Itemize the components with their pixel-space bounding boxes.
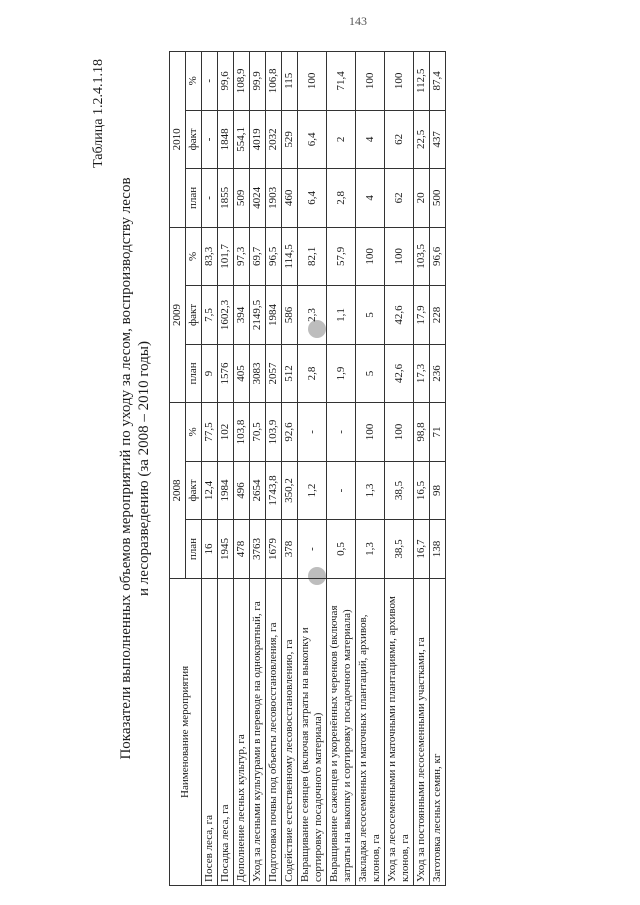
value-cell: 0,5	[327, 520, 356, 579]
value-cell: 103,9	[266, 403, 282, 462]
value-cell: 350,2	[282, 461, 298, 520]
value-cell: 460	[282, 169, 298, 228]
table-row	[234, 52, 250, 886]
value-cell: 101,7	[218, 227, 234, 286]
value-cell: -	[202, 52, 218, 111]
value-cell: 1945	[218, 520, 234, 579]
value-cell: 5	[356, 344, 385, 403]
value-cell: -	[327, 403, 356, 462]
table-body	[202, 52, 446, 886]
value-cell: 529	[282, 110, 298, 169]
value-cell: 62	[385, 169, 414, 228]
value-cell: 2032	[266, 110, 282, 169]
value-cell: 2149,5	[250, 286, 266, 345]
table-row	[218, 52, 234, 886]
value-cell: 99,9	[250, 52, 266, 111]
value-cell: 2,8	[298, 344, 327, 403]
value-cell: 100	[356, 52, 385, 111]
value-cell: 17,9	[414, 286, 430, 345]
value-cell: 108,9	[234, 52, 250, 111]
value-cell: 1576	[218, 344, 234, 403]
value-cell: 100	[298, 52, 327, 111]
value-cell: 1,3	[356, 520, 385, 579]
table-row	[250, 52, 266, 886]
table-row	[356, 52, 385, 886]
value-cell: 1,1	[327, 286, 356, 345]
value-cell: 100	[385, 403, 414, 462]
page-number: 143	[349, 14, 367, 28]
header-year: 2008	[170, 403, 186, 579]
header-sub: %	[186, 52, 202, 111]
value-cell: 83,3	[202, 227, 218, 286]
value-cell: 378	[282, 520, 298, 579]
value-cell: 82,1	[298, 227, 327, 286]
header-year: 2009	[170, 227, 186, 403]
header-sub: %	[186, 403, 202, 462]
header-name: Наименование мероприятия	[170, 578, 202, 885]
value-cell: 7,5	[202, 286, 218, 345]
value-cell: 1743,8	[266, 461, 282, 520]
value-cell: 2057	[266, 344, 282, 403]
value-cell: 97,3	[234, 227, 250, 286]
value-cell: 6,4	[298, 110, 327, 169]
row-name: Выращивание саженцев и укоренённых черенков (включая затраты на выкопку и сортировку посадочного материала)	[327, 578, 356, 885]
value-cell: 71,4	[327, 52, 356, 111]
value-cell: 1,2	[298, 461, 327, 520]
value-cell: 77,5	[202, 403, 218, 462]
value-cell: 112,5	[414, 52, 430, 111]
value-cell: -	[202, 110, 218, 169]
rotated-table-sheet	[85, 51, 615, 886]
value-cell: 496	[234, 461, 250, 520]
value-cell: 2654	[250, 461, 266, 520]
table-row	[282, 52, 298, 886]
value-cell: -	[327, 461, 356, 520]
header-year: 2010	[170, 52, 186, 228]
value-cell: 22,5	[414, 110, 430, 169]
row-name: Содействие естественному лесовосстановлению, га	[282, 578, 298, 885]
value-cell: 9	[202, 344, 218, 403]
value-cell: 554,1	[234, 110, 250, 169]
value-cell: 38,5	[385, 520, 414, 579]
table-row	[327, 52, 356, 886]
value-cell: 1984	[218, 461, 234, 520]
value-cell: 96,5	[266, 227, 282, 286]
value-cell: 500	[430, 169, 446, 228]
value-cell: 69,7	[250, 227, 266, 286]
value-cell: 92,6	[282, 403, 298, 462]
data-table	[169, 51, 446, 886]
value-cell: 2,3	[298, 286, 327, 345]
value-cell: 62	[385, 110, 414, 169]
header-sub: план	[186, 169, 202, 228]
table-caption: Таблица 1.2.4.1.18	[91, 59, 106, 168]
value-cell: 512	[282, 344, 298, 403]
row-name: Подготовка почвы под объекты лесовосстановления, га	[266, 578, 282, 885]
value-cell: 4	[356, 169, 385, 228]
value-cell: 71	[430, 403, 446, 462]
table-title	[117, 51, 153, 886]
value-cell: 3083	[250, 344, 266, 403]
value-cell: 106,8	[266, 52, 282, 111]
row-name: Заготовка лесных семян, кг	[430, 578, 446, 885]
table-row	[202, 52, 218, 886]
value-cell: 228	[430, 286, 446, 345]
table-row	[298, 52, 327, 886]
row-name: Выращивание сеянцев (включая затраты на выкопку и сортировку посадочного материала)	[298, 578, 327, 885]
value-cell: 102	[218, 403, 234, 462]
value-cell: 405	[234, 344, 250, 403]
value-cell: 437	[430, 110, 446, 169]
value-cell: 57,9	[327, 227, 356, 286]
value-cell: -	[298, 403, 327, 462]
value-cell: 1903	[266, 169, 282, 228]
value-cell: 16,5	[414, 461, 430, 520]
value-cell: 42,6	[385, 344, 414, 403]
value-cell: 96,6	[430, 227, 446, 286]
value-cell: -	[298, 520, 327, 579]
value-cell: 1679	[266, 520, 282, 579]
header-sub: план	[186, 344, 202, 403]
header-sub: факт	[186, 110, 202, 169]
value-cell: 103,8	[234, 403, 250, 462]
value-cell: 6,4	[298, 169, 327, 228]
value-cell: 100	[356, 403, 385, 462]
value-cell: 2	[327, 110, 356, 169]
value-cell: 115	[282, 52, 298, 111]
value-cell: 478	[234, 520, 250, 579]
value-cell: 114,5	[282, 227, 298, 286]
value-cell: 1,3	[356, 461, 385, 520]
row-name: Посев леса, га	[202, 578, 218, 885]
row-name: Уход за постоянными лесосеменными участками, га	[414, 578, 430, 885]
value-cell: 38,5	[385, 461, 414, 520]
value-cell: 98,8	[414, 403, 430, 462]
value-cell: 42,6	[385, 286, 414, 345]
value-cell: 236	[430, 344, 446, 403]
value-cell: 5	[356, 286, 385, 345]
value-cell: 17,3	[414, 344, 430, 403]
row-name: Закладка лесосеменных и маточных плантаций, архивов, клонов, га	[356, 578, 385, 885]
value-cell: 16	[202, 520, 218, 579]
value-cell: -	[202, 169, 218, 228]
value-cell: 1848	[218, 110, 234, 169]
value-cell: 3763	[250, 520, 266, 579]
table-row	[385, 52, 414, 886]
value-cell: 1984	[266, 286, 282, 345]
value-cell: 1,9	[327, 344, 356, 403]
table-row	[414, 52, 430, 886]
value-cell: 16,7	[414, 520, 430, 579]
title-line: и лесоразведению (за 2008 – 2010 годы)	[136, 341, 152, 596]
header-sub: %	[186, 227, 202, 286]
table-row	[430, 52, 446, 886]
value-cell: 87,4	[430, 52, 446, 111]
value-cell: 20	[414, 169, 430, 228]
value-cell: 99,6	[218, 52, 234, 111]
table-row	[266, 52, 282, 886]
row-name: Посадка леса, га	[218, 578, 234, 885]
title-line: Показатели выполненных объемов мероприятий по уходу за лесом, воспроизводству лесов	[118, 177, 134, 760]
header-sub: план	[186, 520, 202, 579]
header-sub: факт	[186, 461, 202, 520]
row-name: Дополнение лесных культур, га	[234, 578, 250, 885]
value-cell: 1602,3	[218, 286, 234, 345]
header-sub: факт	[186, 286, 202, 345]
value-cell: 100	[385, 52, 414, 111]
value-cell: 100	[356, 227, 385, 286]
value-cell: 4	[356, 110, 385, 169]
value-cell: 394	[234, 286, 250, 345]
value-cell: 100	[385, 227, 414, 286]
value-cell: 2,8	[327, 169, 356, 228]
row-name: Уход за лесными культурами в переводе на однократный, га	[250, 578, 266, 885]
value-cell: 586	[282, 286, 298, 345]
value-cell: 4024	[250, 169, 266, 228]
value-cell: 509	[234, 169, 250, 228]
value-cell: 4019	[250, 110, 266, 169]
value-cell: 98	[430, 461, 446, 520]
row-name: Уход за лесосеменными и маточными плантациями, архивом клонов, га	[385, 578, 414, 885]
value-cell: 138	[430, 520, 446, 579]
value-cell: 12,4	[202, 461, 218, 520]
value-cell: 103,5	[414, 227, 430, 286]
value-cell: 70,5	[250, 403, 266, 462]
value-cell: 1855	[218, 169, 234, 228]
